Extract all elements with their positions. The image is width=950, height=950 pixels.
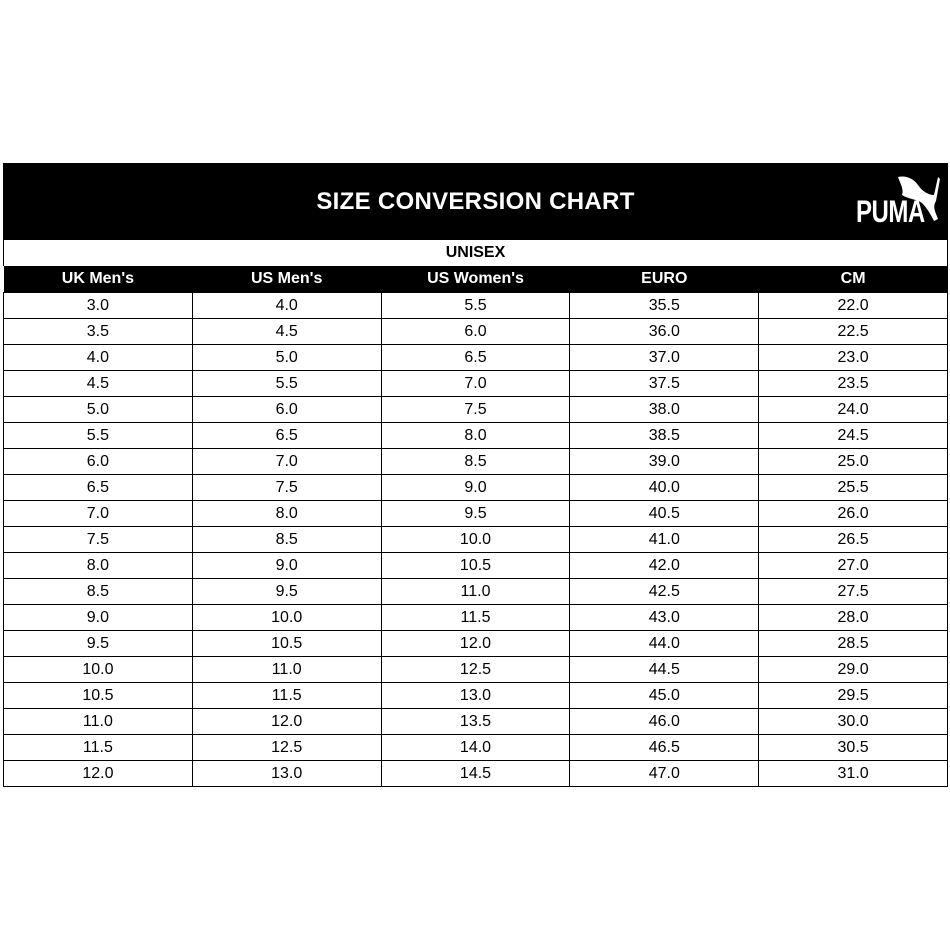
table-cell: 11.0 [381, 579, 570, 605]
table-cell: 7.0 [381, 371, 570, 397]
size-table [3, 266, 948, 787]
table-cell: 23.5 [759, 371, 948, 397]
table-row [4, 345, 948, 371]
column-header: US Men's [192, 266, 381, 293]
table-row [4, 657, 948, 683]
table-cell: 44.0 [570, 631, 759, 657]
table-cell: 8.5 [192, 527, 381, 553]
table-row [4, 501, 948, 527]
table-cell: 6.5 [192, 423, 381, 449]
table-cell: 11.5 [192, 683, 381, 709]
table-row [4, 527, 948, 553]
table-row [4, 475, 948, 501]
table-cell: 10.0 [192, 605, 381, 631]
table-cell: 27.5 [759, 579, 948, 605]
table-cell: 6.0 [4, 449, 193, 475]
table-cell: 10.0 [381, 527, 570, 553]
table-cell: 25.5 [759, 475, 948, 501]
table-cell: 26.5 [759, 527, 948, 553]
table-cell: 42.0 [570, 553, 759, 579]
table-row [4, 631, 948, 657]
table-cell: 5.5 [4, 423, 193, 449]
table-row [4, 397, 948, 423]
table-cell: 30.0 [759, 709, 948, 735]
table-cell: 11.0 [192, 657, 381, 683]
table-cell: 42.5 [570, 579, 759, 605]
table-cell: 10.0 [4, 657, 193, 683]
table-cell: 14.0 [381, 735, 570, 761]
table-cell: 43.0 [570, 605, 759, 631]
table-row [4, 553, 948, 579]
table-cell: 12.0 [381, 631, 570, 657]
table-cell: 5.0 [192, 345, 381, 371]
table-row [4, 293, 948, 319]
table-cell: 22.5 [759, 319, 948, 345]
table-cell: 40.5 [570, 501, 759, 527]
table-cell: 36.0 [570, 319, 759, 345]
table-cell: 12.5 [192, 735, 381, 761]
table-cell: 4.5 [192, 319, 381, 345]
column-header: CM [759, 266, 948, 293]
table-cell: 8.5 [381, 449, 570, 475]
table-cell: 11.0 [4, 709, 193, 735]
section-label: UNISEX [3, 240, 948, 266]
table-cell: 8.0 [381, 423, 570, 449]
table-cell: 10.5 [381, 553, 570, 579]
table-cell: 4.5 [4, 371, 193, 397]
table-cell: 45.0 [570, 683, 759, 709]
table-cell: 9.5 [192, 579, 381, 605]
table-cell: 35.5 [570, 293, 759, 319]
table-cell: 22.0 [759, 293, 948, 319]
table-cell: 44.5 [570, 657, 759, 683]
chart-title: SIZE CONVERSION CHART [316, 187, 635, 215]
column-header: EURO [570, 266, 759, 293]
table-cell: 23.0 [759, 345, 948, 371]
table-cell: 6.0 [192, 397, 381, 423]
table-cell: 5.5 [381, 293, 570, 319]
table-cell: 41.0 [570, 527, 759, 553]
table-cell: 40.0 [570, 475, 759, 501]
table-cell: 12.0 [4, 761, 193, 787]
table-cell: 6.5 [381, 345, 570, 371]
table-cell: 28.5 [759, 631, 948, 657]
table-cell: 6.5 [4, 475, 193, 501]
table-cell: 6.0 [381, 319, 570, 345]
column-header: US Women's [381, 266, 570, 293]
table-cell: 25.0 [759, 449, 948, 475]
table-cell: 28.0 [759, 605, 948, 631]
table-cell: 7.5 [381, 397, 570, 423]
header-row [4, 266, 948, 293]
table-cell: 29.0 [759, 657, 948, 683]
table-cell: 37.5 [570, 371, 759, 397]
table-row [4, 423, 948, 449]
table-cell: 8.0 [4, 553, 193, 579]
table-row [4, 605, 948, 631]
table-cell: 12.5 [381, 657, 570, 683]
table-cell: 46.5 [570, 735, 759, 761]
table-cell: 37.0 [570, 345, 759, 371]
table-cell: 5.0 [4, 397, 193, 423]
table-row [4, 449, 948, 475]
table-cell: 38.5 [570, 423, 759, 449]
table-row [4, 579, 948, 605]
table-cell: 26.0 [759, 501, 948, 527]
column-header: UK Men's [4, 266, 193, 293]
table-row [4, 761, 948, 787]
puma-wordmark: PUMA [856, 194, 925, 230]
table-cell: 13.0 [381, 683, 570, 709]
table-cell: 31.0 [759, 761, 948, 787]
table-cell: 38.0 [570, 397, 759, 423]
table-row [4, 709, 948, 735]
table-row [4, 683, 948, 709]
table-cell: 39.0 [570, 449, 759, 475]
table-cell: 4.0 [4, 345, 193, 371]
size-conversion-chart [3, 163, 948, 787]
table-cell: 8.0 [192, 501, 381, 527]
table-cell: 46.0 [570, 709, 759, 735]
table-cell: 9.5 [381, 501, 570, 527]
table-cell: 8.5 [4, 579, 193, 605]
table-cell: 29.5 [759, 683, 948, 709]
table-cell: 9.0 [381, 475, 570, 501]
puma-logo [856, 173, 940, 231]
table-cell: 10.5 [192, 631, 381, 657]
title-bar [3, 163, 948, 240]
table-cell: 3.0 [4, 293, 193, 319]
table-cell: 14.5 [381, 761, 570, 787]
table-cell: 7.0 [4, 501, 193, 527]
table-cell: 7.5 [192, 475, 381, 501]
table-cell: 7.5 [4, 527, 193, 553]
table-cell: 11.5 [381, 605, 570, 631]
table-cell: 24.0 [759, 397, 948, 423]
table-cell: 13.5 [381, 709, 570, 735]
table-cell: 10.5 [4, 683, 193, 709]
table-cell: 4.0 [192, 293, 381, 319]
table-cell: 13.0 [192, 761, 381, 787]
table-cell: 7.0 [192, 449, 381, 475]
table-cell: 9.0 [4, 605, 193, 631]
table-cell: 12.0 [192, 709, 381, 735]
table-cell: 27.0 [759, 553, 948, 579]
table-row [4, 371, 948, 397]
table-cell: 24.5 [759, 423, 948, 449]
table-cell: 5.5 [192, 371, 381, 397]
table-row [4, 735, 948, 761]
table-cell: 3.5 [4, 319, 193, 345]
table-cell: 9.5 [4, 631, 193, 657]
table-row [4, 319, 948, 345]
table-cell: 47.0 [570, 761, 759, 787]
table-cell: 11.5 [4, 735, 193, 761]
table-cell: 9.0 [192, 553, 381, 579]
table-cell: 30.5 [759, 735, 948, 761]
